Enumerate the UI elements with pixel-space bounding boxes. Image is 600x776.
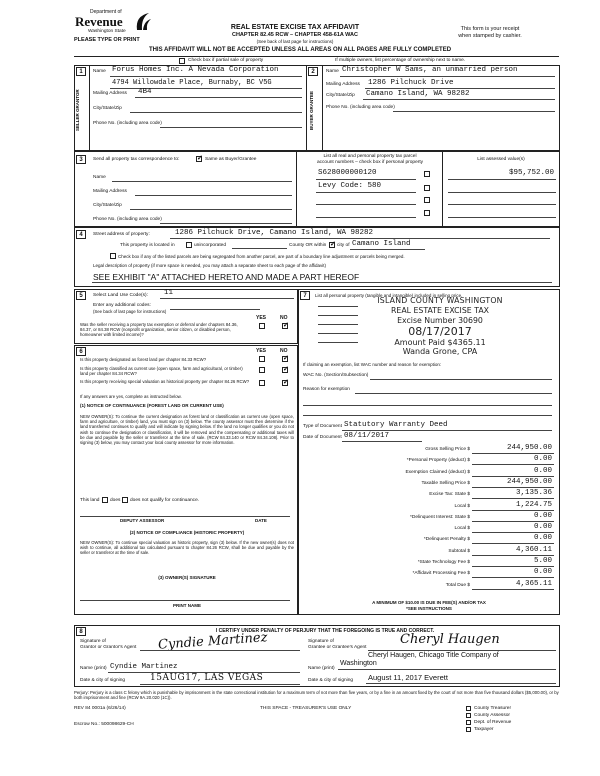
parcel-header-1: List all real and personal property tax parcel — [323, 154, 417, 159]
s6-if-yes: If any answers are yes, complete as instructed below. — [80, 394, 182, 399]
s5-exempt-question: Was the seller receiving a property tax exemption or deferral under chapters 84.36, 84.37, or 84.38 RCW (nonprofit organization, senior citizen, or disabled person, homeowner with limited income)? — [80, 322, 238, 338]
s3-phone-label: Phone No. (including area code) — [93, 217, 162, 222]
form-chapter: CHAPTER 82.45 RCW – CHAPTER 458-61A WAC — [231, 32, 359, 38]
additional-codes-label: Enter any additional codes: — [93, 303, 151, 308]
tax-row-label: *Delinquent Interest: State $ — [410, 515, 470, 520]
legal-description-label: Legal description of property (if more space is needed, you may attach a separate sheet to each page of the affidavit) — [93, 263, 327, 268]
section-4-number: 4 — [76, 230, 86, 239]
same-as-buyer-label: Same as Buyer/Grantee — [205, 157, 257, 162]
s5-no: NO — [280, 315, 288, 321]
buyer-city[interactable]: Camano Island, WA 98282 — [366, 90, 470, 98]
grantee-sig-label-1: Signature of — [308, 639, 334, 644]
grantor-date-label: Date & city of signing — [80, 678, 126, 683]
dept-line1: Department of — [90, 9, 122, 15]
stamp-line4: 08/17/2017 — [408, 325, 472, 338]
grantee-sig-label-2: Grantee or Grantee's Agent — [308, 645, 367, 650]
does-not-checkbox[interactable] — [122, 497, 128, 503]
unincorporated-label: unincorporated — [194, 243, 227, 248]
tax-row-label: *Delinquent Penalty $ — [423, 537, 470, 542]
assessed-value[interactable]: $95,752.00 — [508, 169, 554, 177]
multiple-owners-note: If multiple owners, list percentage of ownership next to name. — [335, 58, 466, 63]
copy-label: County Assessor — [474, 713, 510, 718]
tax-row-value[interactable]: 1,224.75 — [515, 501, 552, 509]
partial-sale-label: Check box if partial sale of property — [188, 58, 264, 63]
stamp-line2: REAL ESTATE EXCISE TAX — [390, 306, 490, 315]
buyer-city-label: City/State/Zip — [326, 93, 355, 98]
owner-signature-label: (3) OWNER(S) SIGNATURE — [158, 575, 216, 580]
personal-property-label: List all personal property (tangible and intangible) included in selling price. — [315, 293, 463, 298]
print-name-label: PRINT NAME — [173, 603, 201, 608]
copy-label: Taxpayer — [474, 727, 494, 732]
s5-see-back: (See back of last page for instructions) — [93, 309, 167, 314]
doc-date[interactable]: 08/11/2017 — [344, 432, 390, 440]
seller-mailing-label: Mailing Address — [93, 91, 127, 96]
s6-q2: Is this property classified as current use (open space, farm and agricultural, or timber) land per chapter 84.34 RCW? — [80, 366, 243, 377]
section-parties — [74, 65, 560, 151]
street-address-label: Street address of property: — [93, 232, 150, 237]
stamp-line3: Excise Number 30690 — [397, 316, 483, 325]
exemption-claim-label: If claiming an exemption, list WAC number and reason for exemption: — [303, 362, 442, 367]
grantee-name-label: Name (print) — [308, 666, 335, 671]
assessed-header: List assessed value(s) — [477, 157, 525, 162]
does-checkbox[interactable] — [102, 497, 108, 503]
parcel-2-checkbox[interactable] — [424, 185, 430, 191]
tax-row-value[interactable]: 4,365.11 — [515, 580, 552, 588]
buyer-phone-label: Phone No. (including area code) — [326, 105, 395, 110]
tax-row-value[interactable]: 3,135.36 — [515, 489, 552, 497]
tax-row-label: Subtotal $ — [448, 549, 470, 554]
tax-row-label: Gross Selling Price $ — [425, 447, 470, 452]
located-in-label: This property is located in — [120, 243, 175, 248]
copy-checkbox[interactable] — [466, 727, 471, 732]
tax-row-label: Excise Tax: State $ — [429, 492, 470, 497]
stamp-line6: Wanda Grone, CPA — [402, 347, 478, 356]
seller-phone-label: Phone No. (including area code) — [93, 121, 162, 126]
see-back-note: (See back of last page for instructions) — [256, 39, 334, 44]
section-7-number: 7 — [300, 291, 310, 300]
tax-row-label: Local $ — [454, 526, 470, 531]
receipt-note-1: This form is your receipt — [460, 26, 520, 32]
section-2-number: 2 — [308, 67, 318, 76]
dept-line3: Washington State — [88, 29, 126, 34]
tax-row-label: Local $ — [454, 504, 470, 509]
stamp-line5: Amount Paid $4365.11 — [394, 338, 486, 347]
street-address[interactable]: 1286 Pilchuck Drive, Camano Island, WA 98282 — [175, 229, 374, 237]
deputy-assessor-label: DEPUTY ASSESSOR — [120, 518, 165, 523]
parcel-header-2: account numbers – check box if personal property — [316, 160, 424, 165]
buyer-mailing-label: Mailing Address — [326, 82, 360, 87]
wac-label: WAC No. (Section/Subsection) — [303, 373, 369, 378]
section-1-number: 1 — [76, 67, 86, 76]
tax-row-value[interactable]: 244,950.00 — [506, 444, 552, 452]
form-title: REAL ESTATE EXCISE TAX AFFIDAVIT — [230, 24, 360, 31]
seller-name-label: Name — [93, 69, 106, 74]
s5-yes-checkbox[interactable] — [259, 323, 265, 329]
land-use-label: Select Land Use Code(s): — [93, 293, 148, 298]
s6-q3-yes[interactable] — [259, 380, 265, 386]
copy-label: County Treasurer — [474, 706, 512, 711]
parcel-number[interactable]: S628000000120 — [318, 169, 377, 177]
s6-q3-no[interactable] — [282, 380, 288, 386]
tax-row-value[interactable]: 0.00 — [533, 534, 552, 542]
deputy-date-label: DATE — [255, 518, 267, 523]
s3-name-label: Name — [93, 175, 106, 180]
s3-city-label: City/State/Zip — [93, 203, 122, 208]
exhibit-reference[interactable]: SEE EXHIBIT "A" ATTACHED HERETO AND MADE A PART HEREOF — [93, 272, 360, 282]
please-type: PLEASE TYPE OR PRINT — [74, 37, 140, 43]
minimum-due-note: A MINIMUM OF $10.00 IS DUE IN FEE(S) AND/OR TAX — [372, 600, 486, 605]
s3-mailing-label: Mailing Address — [93, 189, 127, 194]
parcel-3-checkbox[interactable] — [424, 197, 430, 203]
dor-logo-icon — [133, 10, 153, 32]
perjury-notice: Perjury: Perjury is a class C felony which is punishable by imprisonment in the state correctional institution for a maximum term of not more than five years, or by a fine in an amount fixed by the court of not more than five thousand dollars ($5,000.00), or by both imprisonment and fine (RCW 9A.20.020 (1C)). — [74, 690, 559, 701]
see-instructions-note: *SEE INSTRUCTIONS — [406, 606, 452, 611]
s6-q2-yes[interactable] — [259, 367, 265, 373]
grantee-date-place[interactable]: August 11, 2017 Everett — [368, 673, 448, 682]
tax-row-value[interactable]: 4,360.11 — [515, 546, 552, 554]
tax-row-value[interactable]: 0.00 — [533, 568, 552, 576]
segregated-label: Check box if any of the listed parcels are being segregated from another parcel, are part of a boundary line adjustment or parcels being merged. — [118, 254, 405, 259]
grantee-name-line2[interactable]: Washington — [340, 660, 377, 667]
s6-no: NO — [280, 348, 288, 354]
grantor-sig-label-2: Grantor or Grantor's Agent — [80, 645, 137, 650]
copy-label: Dept. of Revenue — [474, 720, 512, 725]
city-of-checkbox[interactable] — [329, 242, 335, 248]
grantor-name-label: Name (print) — [80, 666, 107, 671]
dept-line2: Revenue — [75, 14, 123, 29]
segregated-checkbox[interactable] — [110, 253, 116, 259]
s6-q1-yes[interactable] — [259, 356, 265, 362]
buyer-name-label: Name — [326, 69, 339, 74]
s6-q1-no[interactable] — [282, 356, 288, 362]
doc-type[interactable]: Statutory Warranty Deed — [344, 421, 448, 429]
land-label: This land — [80, 498, 100, 503]
grantor-sig-label-1: Signature of — [80, 639, 106, 644]
copy-checkbox[interactable] — [466, 720, 471, 725]
seller-address-line2[interactable]: 4B4 — [138, 88, 152, 96]
tax-row-label: Taxable Selling Price $ — [421, 481, 470, 486]
stamp-line1: ISLAND COUNTY WASHINGTON — [377, 296, 503, 305]
tax-row-value[interactable]: 0.00 — [533, 523, 552, 531]
grantor-name[interactable]: Cyndie Martinez — [110, 663, 178, 671]
tax-row-value[interactable]: 5.00 — [533, 557, 552, 565]
buyer-side-label: BUYER GRANTEE — [309, 90, 314, 130]
section-8-number: 8 — [76, 627, 86, 636]
county-or-within-label: County OR within — [289, 243, 327, 248]
copy-checkbox[interactable] — [466, 713, 471, 718]
section-6-number: 6 — [76, 347, 86, 356]
section-3-number: 3 — [76, 155, 86, 164]
unincorporated-checkbox[interactable] — [186, 242, 192, 248]
excise-stamp — [357, 296, 523, 356]
parcel-personal-checkbox[interactable] — [424, 171, 430, 177]
tax-row-value[interactable]: 0.00 — [533, 455, 552, 463]
seller-address-line1[interactable]: 4794 Willowdale Place, Burnaby, BC V5G — [112, 79, 272, 87]
tax-row-value[interactable]: 244,950.00 — [506, 478, 552, 486]
receipt-note-2: when stamped by cashier. — [458, 33, 522, 39]
buyer-address[interactable]: 1286 Pilchuck Drive — [368, 79, 454, 87]
doc-date-label: Date of Document — [303, 435, 342, 440]
buyer-name[interactable]: Christopher W Sams, an unmarried person — [342, 66, 518, 74]
compliance-body: NEW OWNER(S): To continue special valuation as historic property, sign (3) below. If the new owner(s) does not wish to continue, all additional tax calculated pursuant to chapter 84.26 RCW, shall be due and payable by the seller or transferor at the time of sale. — [80, 540, 294, 556]
copy-checkbox[interactable] — [466, 706, 471, 711]
seller-city-label: City/State/Zip — [93, 106, 122, 111]
grantee-date-label: Date & city of signing — [308, 678, 354, 683]
s5-yes: YES — [256, 315, 267, 321]
compliance-title: (2) NOTICE OF COMPLIANCE (HISTORIC PROPERTY) — [129, 530, 245, 535]
seller-side-label: SELLER GRANTOR — [75, 89, 80, 131]
tax-row-label: Exemption Claimed (deduct) $ — [405, 470, 470, 475]
seller-name[interactable]: Forus Homes Inc. A Nevada Corporation — [112, 66, 279, 74]
revision-label: REV 84 0001a (6/26/14) — [74, 706, 126, 711]
tax-row-label: Total Due $ — [445, 583, 470, 588]
partial-sale-checkbox[interactable] — [179, 58, 185, 64]
tax-row-value[interactable]: 0.00 — [533, 467, 552, 475]
tax-row-label: *State Technology Fee $ — [417, 560, 470, 565]
grantor-date-place[interactable]: 15AUG17, LAS VEGAS — [150, 673, 264, 683]
s6-q3: Is this property receiving special valuation as historical property per chapter 84.26 RCW? — [80, 379, 250, 384]
s6-q2-no[interactable] — [282, 367, 288, 373]
certify-statement: I CERTIFY UNDER PENALTY OF PERJURY THAT THE FOREGOING IS TRUE AND CORRECT. — [215, 628, 435, 634]
city-of-label: city of — [337, 243, 350, 248]
city-name[interactable]: Camano Island — [352, 240, 411, 248]
section-5-number: 5 — [76, 291, 86, 300]
escrow-number: Escrow No.: 500098629-CH — [74, 722, 134, 727]
continuance-body: NEW OWNER(S): To continue the current designation as forest land or classification as current use (open space, farm and agriculture, or timber) land, you must sign on (3) below. The county assessor must then determine if the land transferred continues to qualify and will indicate by signing below. If the land no longer qualifies or you do not wish to continue the designation or classification, it will be removed and the compensating or additional taxes will be due and payable by the seller or transferor at the time of sale. (RCW 84.33.140 or RCW 84.34.108). Prior to signing (3) below, you may contact your local county assessor for more information. — [80, 414, 294, 446]
grantee-signature: Cheryl Haugen — [400, 632, 500, 647]
tax-row-label: *Personal Property (deduct) $ — [406, 458, 470, 463]
parcel-4-checkbox[interactable] — [424, 210, 430, 216]
treasurer-use-label: THIS SPACE - TREASURER'S USE ONLY — [260, 706, 352, 711]
tax-row-value[interactable]: 0.00 — [533, 512, 552, 520]
land-use-code[interactable]: 11 — [164, 289, 174, 297]
continuance-title: (1) NOTICE OF CONTINUANCE (FOREST LAND OR CURRENT USE) — [80, 403, 224, 408]
s6-q1: Is this property designated as forest land per chapter 84.33 RCW? — [80, 357, 207, 362]
tax-row-label: *Affidavit Processing Fee $ — [412, 571, 470, 576]
grantor-signature: Cyndie Martinez — [157, 630, 268, 653]
send-correspondence-label: Send all property tax correspondence to: — [93, 157, 180, 162]
s5-no-checkbox[interactable] — [282, 323, 288, 329]
s6-yes: YES — [256, 348, 267, 354]
reason-label: Reason for exemption — [303, 387, 350, 392]
grantee-name-line1[interactable]: Cheryl Haugen, Chicago Title Company of — [368, 652, 499, 659]
doc-type-label: Type of Document — [303, 424, 342, 429]
does-not-label: does not qualify for continuance. — [130, 498, 200, 503]
same-as-buyer-checkbox[interactable] — [196, 156, 202, 162]
warning-line: THIS AFFIDAVIT WILL NOT BE ACCEPTED UNLESS ALL AREAS ON ALL PAGES ARE FULLY COMPLETED — [148, 47, 452, 53]
levy-code[interactable]: Levy Code: 580 — [318, 182, 382, 190]
does-label: does — [110, 498, 121, 503]
